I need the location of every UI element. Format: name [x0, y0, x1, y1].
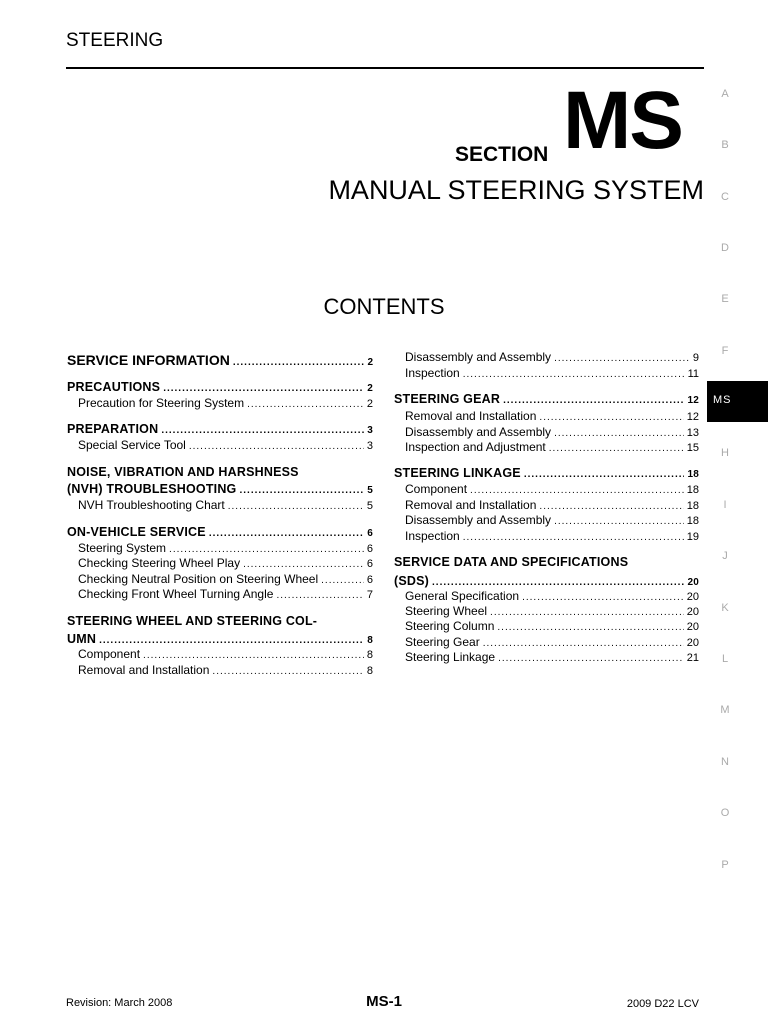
toc-entry-title: NOISE, VIBRATION AND HARSHNESS — [67, 465, 299, 479]
toc-entry-title: Disassembly and Assembly — [405, 513, 552, 527]
toc-heading[interactable] — [394, 574, 699, 588]
toc-entry-title: Component — [78, 647, 141, 661]
toc-entry-title: Steering Wheel — [405, 604, 488, 618]
toc-entry-title: STEERING WHEEL AND STEERING COL- — [67, 614, 318, 628]
toc-entry-title: Precaution for Steering System — [78, 396, 245, 410]
toc-entry[interactable] — [405, 650, 699, 664]
toc-entry-title: PREPARATION — [67, 422, 159, 436]
toc-leader-dots — [228, 501, 364, 512]
contents-title: CONTENTS — [323, 294, 445, 319]
sidebar-letter[interactable]: E — [721, 293, 729, 305]
toc-entry[interactable] — [78, 498, 373, 512]
toc-page-number: 15 — [686, 442, 699, 454]
toc-heading[interactable] — [394, 392, 699, 406]
toc-leader-dots — [483, 638, 684, 649]
toc-entry-title: SERVICE INFORMATION — [67, 352, 230, 368]
toc-page-number: 2 — [366, 398, 373, 410]
toc-page-number: 3 — [367, 425, 373, 436]
toc-entry-title: UMN — [67, 632, 97, 646]
toc-heading[interactable] — [67, 422, 373, 436]
footer-revision: Revision: March 2008 — [66, 997, 173, 1009]
toc-leader-dots — [497, 622, 683, 633]
toc-leader-dots — [189, 441, 364, 452]
toc-entry-title: Removal and Installation — [405, 409, 537, 423]
toc-leader-dots — [503, 395, 684, 406]
toc-leader-dots — [554, 428, 684, 439]
toc-entry-title: Steering Gear — [405, 635, 480, 649]
toc-page-number: 18 — [686, 484, 699, 496]
toc-entry[interactable] — [78, 647, 373, 661]
sidebar-active-tab[interactable] — [707, 381, 768, 422]
toc-leader-dots — [463, 532, 684, 543]
toc-leader-dots — [163, 383, 364, 394]
sidebar-letter[interactable]: M — [720, 704, 730, 716]
toc-leader-dots — [143, 650, 364, 661]
toc-entry[interactable] — [405, 482, 699, 496]
toc-entry[interactable] — [405, 589, 699, 603]
toc-entry-title: STEERING LINKAGE — [394, 466, 521, 480]
toc-page-number: 5 — [366, 500, 373, 512]
toc-entry-title: STEERING GEAR — [394, 392, 501, 406]
toc-page-number: 8 — [367, 635, 373, 646]
sidebar-letter[interactable]: F — [721, 345, 729, 357]
toc-leader-dots — [212, 666, 363, 677]
header-title: STEERING — [66, 30, 164, 51]
toc-entry-title: Inspection — [405, 366, 460, 380]
toc-entry-title: Checking Neutral Position on Steering Wheel — [78, 572, 319, 586]
toc-entry[interactable] — [405, 619, 699, 633]
toc-entry-title: Disassembly and Assembly — [405, 425, 552, 439]
toc-page-number: 2 — [367, 357, 373, 368]
toc-leader-dots — [539, 501, 683, 512]
toc-page-number: 9 — [692, 352, 699, 364]
sidebar-letter[interactable]: A — [721, 88, 729, 100]
toc-leader-dots — [239, 485, 364, 496]
toc-entry[interactable] — [78, 572, 373, 586]
toc-heading[interactable] — [394, 555, 699, 569]
section-label: SECTION — [455, 143, 549, 166]
toc-entry-title: Removal and Installation — [405, 498, 537, 512]
toc-page-number: 18 — [686, 515, 699, 527]
toc-entry-title: Steering System — [78, 541, 167, 555]
toc-entry-title: NVH Troubleshooting Chart — [78, 498, 225, 512]
toc-page-number: 20 — [687, 577, 699, 588]
toc-page-number: 20 — [686, 621, 699, 633]
toc-entry[interactable] — [405, 440, 699, 454]
toc-page-number: 12 — [686, 411, 699, 423]
toc-page-number: 20 — [686, 591, 699, 603]
toc-entry-title: Removal and Installation — [78, 663, 210, 677]
sidebar-letter[interactable]: C — [721, 191, 729, 203]
toc-page-number: 18 — [686, 500, 699, 512]
toc-leader-dots — [498, 653, 684, 664]
toc-leader-dots — [432, 577, 684, 588]
sidebar-letter[interactable]: J — [722, 550, 728, 562]
toc-leader-dots — [321, 575, 364, 586]
toc-entry[interactable] — [78, 663, 373, 677]
sidebar-letter[interactable]: D — [721, 242, 729, 254]
toc-entry[interactable] — [405, 513, 699, 527]
toc-entry-title: Component — [405, 482, 468, 496]
toc-leader-dots — [209, 528, 364, 539]
toc-leader-dots — [549, 443, 684, 454]
toc-leader-dots — [554, 516, 684, 527]
toc-page-number: 21 — [686, 652, 699, 664]
toc-entry[interactable] — [405, 409, 699, 423]
toc-leader-dots — [463, 369, 685, 380]
header-rule — [66, 67, 704, 69]
sidebar-letter[interactable]: H — [721, 447, 729, 459]
toc-entry-title: Steering Linkage — [405, 650, 496, 664]
toc-entry-title: Disassembly and Assembly — [405, 350, 552, 364]
toc-page-number: 5 — [367, 485, 373, 496]
toc-entry[interactable] — [405, 635, 699, 649]
toc-page-number: 6 — [366, 543, 373, 555]
toc-leader-dots — [470, 485, 684, 496]
toc-entry-title: PRECAUTIONS — [67, 380, 161, 394]
toc-page-number: 13 — [686, 427, 699, 439]
section-title: MANUAL STEERING SYSTEM — [328, 175, 704, 205]
toc-heading[interactable] — [67, 525, 373, 539]
toc-entry-title: (SDS) — [394, 574, 430, 588]
toc-page-number: 20 — [686, 637, 699, 649]
toc-entry-title: (NVH) TROUBLESHOOTING — [67, 482, 237, 496]
toc-entry[interactable] — [405, 529, 699, 543]
toc-leader-dots — [490, 607, 684, 618]
toc-leader-dots — [243, 559, 364, 570]
toc-entry-title: Checking Front Wheel Turning Angle — [78, 587, 274, 601]
footer-model: 2009 D22 LCV — [626, 998, 699, 1010]
toc-entry[interactable] — [78, 587, 373, 601]
toc-page-number: 6 — [367, 528, 373, 539]
toc-entry-title: Inspection — [405, 529, 460, 543]
sidebar-letter[interactable]: O — [720, 807, 730, 819]
toc-entry[interactable] — [78, 556, 373, 570]
toc-leader-dots — [276, 590, 363, 601]
toc-entry-title: ON-VEHICLE SERVICE — [67, 525, 206, 539]
toc-page-number: 19 — [686, 531, 699, 543]
toc-page-number: 8 — [366, 649, 373, 661]
toc-entry-title: General Specification — [405, 589, 520, 603]
toc-page-number: 8 — [366, 665, 373, 677]
toc-entry[interactable] — [78, 438, 373, 452]
sidebar-letter[interactable]: P — [721, 859, 729, 871]
section-code: MS — [563, 75, 682, 166]
toc-page-number: 3 — [366, 440, 373, 452]
toc-entry[interactable] — [405, 604, 699, 618]
toc-entry-title: Special Service Tool — [78, 438, 186, 452]
toc-heading[interactable] — [67, 352, 373, 368]
toc-entry[interactable] — [78, 541, 373, 555]
toc-heading[interactable] — [394, 466, 699, 480]
toc-page-number: 18 — [687, 469, 699, 480]
toc-leader-dots — [247, 399, 364, 410]
toc-entry[interactable] — [405, 350, 699, 364]
toc-leader-dots — [169, 544, 364, 555]
toc-heading[interactable] — [67, 380, 373, 394]
sidebar-letter[interactable]: I — [723, 499, 727, 511]
toc-page-number: 20 — [686, 606, 699, 618]
toc-entry[interactable] — [405, 425, 699, 439]
toc-heading[interactable] — [67, 632, 373, 646]
toc-leader-dots — [233, 357, 365, 368]
sidebar-letter[interactable]: K — [721, 602, 729, 614]
toc-page-number: 6 — [366, 574, 373, 586]
toc-entry-title: Inspection and Adjustment — [405, 440, 546, 454]
toc-leader-dots — [539, 412, 683, 423]
toc-page-number: 11 — [687, 368, 699, 380]
toc-leader-dots — [524, 469, 685, 480]
toc-page-number: 6 — [366, 558, 373, 570]
toc-leader-dots — [554, 353, 690, 364]
toc-page-number: 12 — [687, 395, 699, 406]
toc-heading[interactable] — [67, 482, 373, 496]
toc-entry[interactable] — [405, 498, 699, 512]
sidebar-letter[interactable]: L — [721, 653, 729, 665]
toc-entry-title: Checking Steering Wheel Play — [78, 556, 241, 570]
sidebar-letter[interactable]: B — [721, 139, 729, 151]
toc-page-number: 2 — [367, 383, 373, 394]
toc-leader-dots — [161, 425, 364, 436]
toc-entry-title: SERVICE DATA AND SPECIFICATIONS — [394, 555, 629, 569]
sidebar-letter[interactable]: N — [721, 756, 729, 768]
sidebar-active-label: MS — [713, 394, 732, 406]
toc-heading[interactable] — [67, 614, 373, 628]
toc-entry[interactable] — [405, 366, 699, 380]
toc-heading[interactable] — [67, 465, 373, 479]
toc-page-number: 7 — [366, 589, 373, 601]
toc-leader-dots — [99, 635, 364, 646]
toc-entry-title: Steering Column — [405, 619, 495, 633]
toc-leader-dots — [522, 592, 684, 603]
footer-page-number: MS-1 — [366, 993, 402, 1010]
toc-entry[interactable] — [78, 396, 373, 410]
